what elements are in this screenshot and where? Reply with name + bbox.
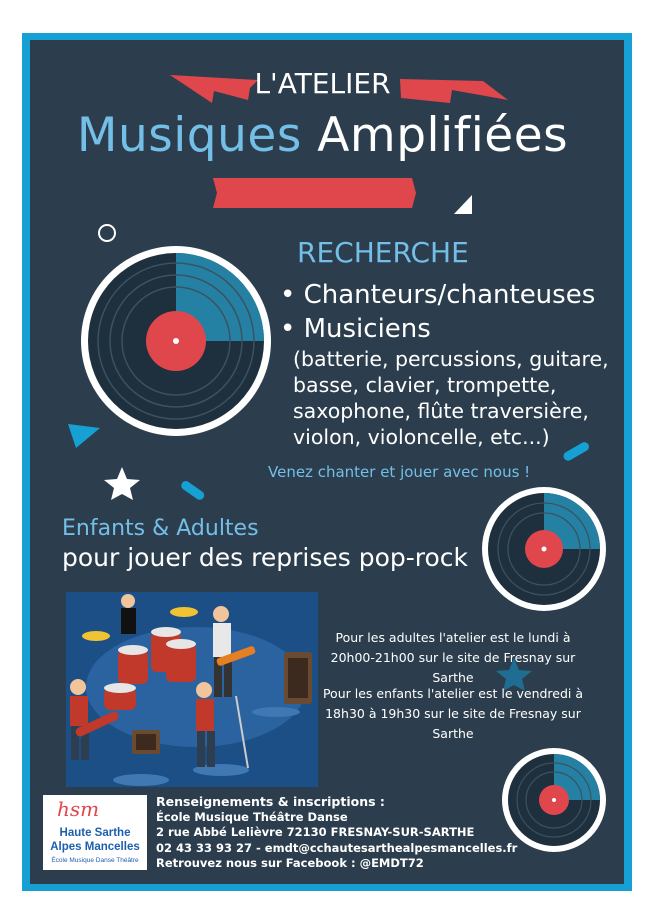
record-icon-large — [81, 246, 271, 436]
schedule-children-line: 18h30 à 19h30 sur le site de Fresnay sur Sarthe — [325, 706, 581, 741]
triangle-blue — [68, 424, 100, 448]
schedule-adults-line: Pour les adultes l'atelier est le lundi à — [335, 630, 571, 645]
atelier-label: L'ATELIER — [254, 67, 391, 100]
star-white — [104, 467, 140, 500]
instruments-line: violon, violoncelle, etc...) — [293, 425, 550, 449]
instruments-line: saxophone, flûte traversière, — [293, 399, 589, 423]
contact-facebook: Retrouvez nous sur Facebook : @EMDT72 — [156, 856, 424, 870]
page-title — [0, 108, 645, 163]
contact-school: École Musique Théâtre Danse — [156, 809, 348, 824]
record-icon-medium — [482, 487, 606, 611]
record-icon-small — [502, 748, 606, 852]
logo-mark: hsm — [57, 797, 100, 821]
contact-phone-email: 02 43 33 93 27 - emdt@cchautesarthealpesmancelles.fr — [156, 840, 518, 855]
title-word-2: Amplifiées — [317, 108, 569, 163]
audience-purpose: pour jouer des reprises pop-rock — [62, 543, 469, 572]
instruments-line: (batterie, percussions, guitare, — [293, 347, 609, 371]
bullet-item-singers: • Chanteurs/chanteuses — [280, 280, 596, 310]
invite-text: Venez chanter et jouer avec nous ! — [268, 463, 531, 481]
triangle-white — [454, 195, 472, 214]
contact-heading: Renseignements & inscriptions : — [156, 794, 385, 809]
title-word-1: Musiques — [76, 108, 302, 163]
banner-shape — [213, 178, 416, 208]
instruments-line: basse, clavier, trompette, — [293, 373, 557, 397]
bullet-item-musicians: • Musiciens — [280, 314, 431, 344]
contact-block — [156, 794, 517, 872]
logo-name-line1: Haute Sarthe — [59, 827, 131, 839]
band-illustration — [66, 592, 318, 787]
contact-address: 2 rue Abbé Lelièvre 72130 FRESNAY-SUR-SARTHE — [156, 825, 475, 839]
schedule-adults-line: 20h00-21h00 sur le site de Fresnay sur Sarthe — [330, 650, 576, 685]
audience-ages: Enfants & Adultes — [62, 516, 259, 541]
logo — [43, 795, 147, 870]
ring-small — [99, 225, 115, 241]
logo-school: École Musique Danse Théâtre — [51, 857, 139, 864]
schedule-children-line: Pour les enfants l'atelier est le vendredi à — [322, 686, 584, 701]
logo-name-line2: Alpes Mancelles — [50, 841, 140, 853]
pill-blue-2 — [562, 441, 591, 463]
pill-blue-1 — [179, 479, 205, 501]
recherche-heading: RECHERCHE — [297, 236, 469, 269]
